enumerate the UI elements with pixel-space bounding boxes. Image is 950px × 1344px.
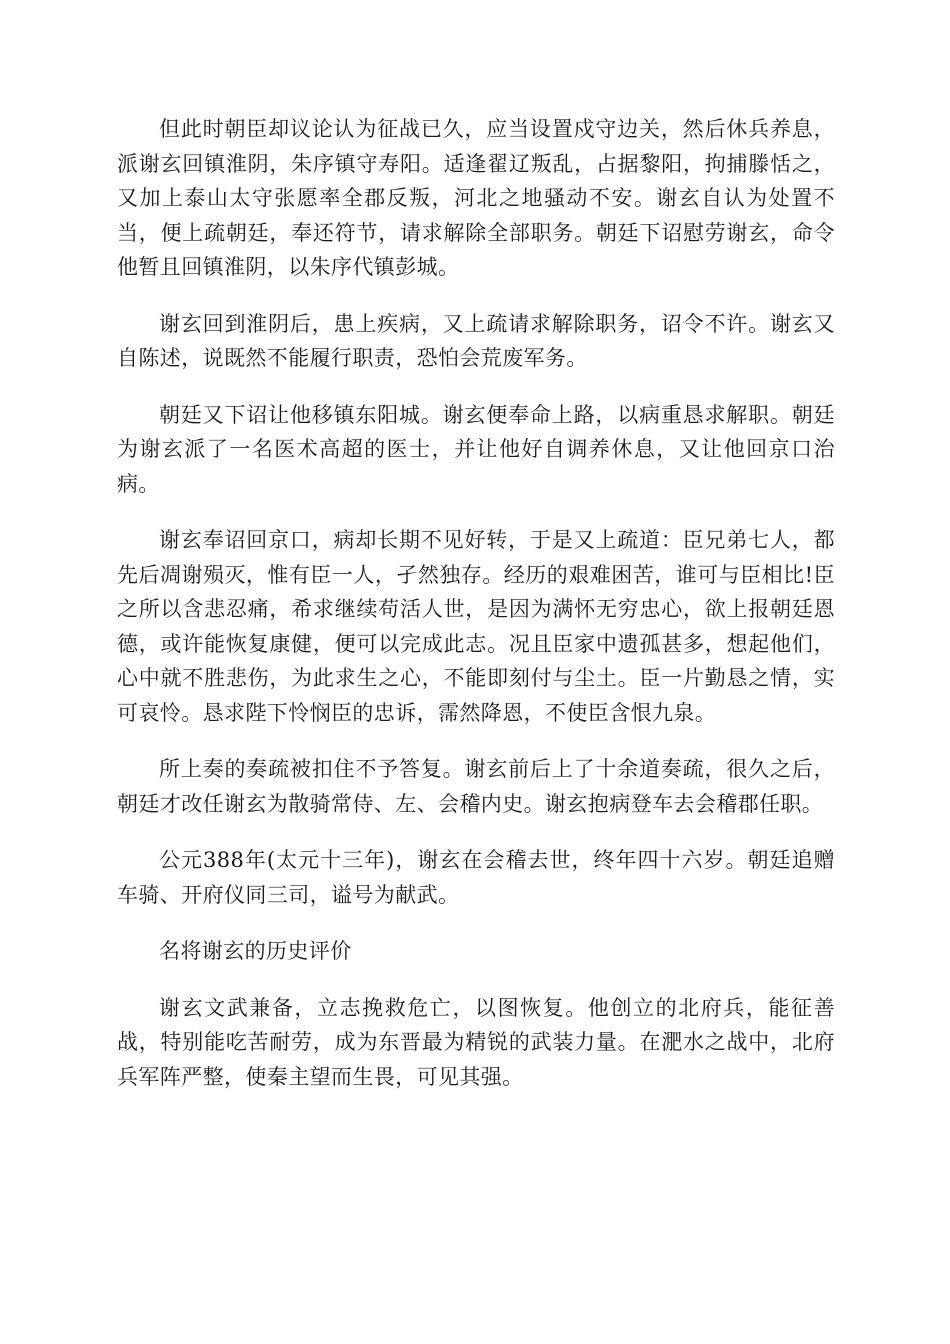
paragraph-death: 公元388年(太元十三年)，谢玄在会稽去世，终年四十六岁。朝廷追赠车骑、开府仪同三司，谥号为献武。 — [117, 848, 835, 907]
section-heading: 名将谢玄的历史评价 — [159, 939, 352, 963]
document-page — [117, 112, 835, 1116]
paragraph-kuaiji: 所上奏的奏疏被扣住不予答复。谢玄前后上了十余道奏疏，很久之后，朝廷才改任谢玄为散骑常侍、左、会稽内史。谢玄抱病登车去会稽郡任职。 — [117, 757, 835, 816]
paragraph-dongyang: 朝廷又下诏让他移镇东阳城。谢玄便奉命上路，以病重恳求解职。朝廷为谢玄派了一名医术高超的医士，并让他好自调养休息，又让他回京口治病。 — [117, 402, 835, 496]
paragraph-court-debate: 但此时朝臣却议论认为征战已久，应当设置戍守边关，然后休兵养息，派谢玄回镇淮阴，朱序镇守寿阳。适逢翟辽叛乱，占据黎阳，拘捕滕恬之，又加上泰山太守张愿率全郡反叛，河北之地骚动不安。谢玄自认为处置不当，便上疏朝廷，奉还符节，请求解除全部职务。朝廷下诏慰劳谢玄，命令他暂且回镇淮阴，以朱序代镇彭城。 — [117, 117, 835, 279]
paragraph-evaluation: 谢玄文武兼备，立志挽救危亡，以图恢复。他创立的北府兵，能征善战，特别能吃苦耐劳，成为东晋最为精锐的武装力量。在淝水之战中，北府兵军阵严整，使秦主望而生畏，可见其强。 — [117, 995, 835, 1089]
paragraph-memorial: 谢玄奉诏回京口，病却长期不见好转，于是又上疏道：臣兄弟七人，都先后凋谢殒灭，惟有臣一人，孑然独存。经历的艰难困苦，谁可与臣相比!臣之所以含悲忍痛，希求继续苟活人世，是因为满怀无穷忠心，欲上报朝廷恩德，或许能恢复康健，便可以完成此志。况且臣家中遗孤甚多，想起他们，心中就不胜悲伤，为此求生之心，不能即刻付与尘土。臣一片勤恳之情，实可哀怜。恳求陛下怜悯臣的忠诉，霈然降恩，不使臣含恨九泉。 — [117, 528, 835, 725]
paragraph-illness: 谢玄回到淮阴后，患上疾病，又上疏请求解除职务，诏令不许。谢玄又自陈述，说既然不能履行职责，恐怕会荒废军务。 — [117, 311, 835, 370]
